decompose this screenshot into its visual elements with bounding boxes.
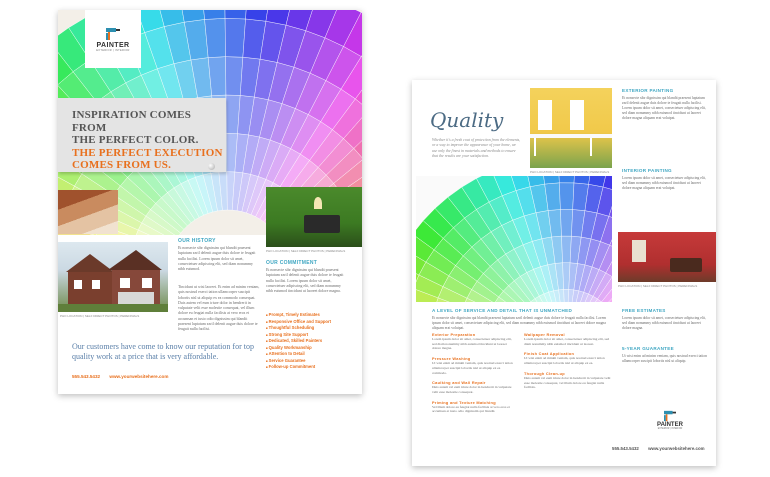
commitment-bullet-list	[266, 312, 356, 371]
service-item: Exterior Preparation Lorem ipsum dolor sit amet, consectetuer adipiscing elit, sed diam nonummy nibh euismod tincidunt ut laoreet dolore magna.	[432, 332, 512, 351]
services-right-column	[524, 332, 612, 390]
exterior-para: Et nonsecte sibr dignissim qui blandit praesent luptatum zzril delenit augue duis dolore te feugait nulla facilisi. Lorem ipsum dolor sit amet, consectetuer adipiscing elit, sed diam nonummy nibh euismod tincidunt ut laoreet dolore magna aliquam erat volutpat.	[622, 96, 706, 120]
bullet-item: ■ Service Guarantee	[266, 358, 356, 365]
service-para: Et nonsecte sibr dignissim qui blandit praesent luptatum zzril delenit augue duis dolore te feugait nulla facilisi. Lorem ipsum dolor sit amet, consectetuer adipiscing elit, sed diam nonummy nibh euismod tincidunt ut laoreet dolore magna aliquam erat volutpat.	[432, 316, 607, 330]
services-left-column	[432, 332, 516, 414]
history-para-2: Tincidunt ut wisi laoreet. Et enim ad minim veniam, quis nostrud exerci tation ullamcorper suscipit lobortis nisl ut aliquip ex ea commodo consequat. Duis autem vel eum iriure dolor in hendrerit in vulputate velit esse molestie consequat, vel illum dolore eu feugiat nulla facilisis at vero eros et accumsan et iusto odio dignissim qui blandit praesent luptatum zzril delenit augue duis dolore te feugait nulla facilisi.	[178, 285, 260, 332]
logo-tagline: EXTERIOR | INTERIOR	[657, 428, 683, 430]
paint-swatch	[226, 57, 243, 96]
porch-photo-caption: PHO LOCATION | SELF DIRECT PHOTOS | PERENNIALS	[530, 170, 610, 174]
history-heading: OUR HISTORY	[178, 238, 216, 244]
front-phone: 555.543.5432	[72, 374, 101, 379]
headline-line-3: THE PERFECT EXECUTION	[72, 146, 223, 159]
service-item: Priming and Texture Matching Vel illum dolore eu feugiat nulla facilisis at vero eros et accumsan et iusto odio dignissim qui blandit.	[432, 399, 510, 414]
service-item: Finish Coat Application Ut wisi enim ad minim veniam, quis nostrud exerci tation ullamcorper suscipit lobortis nisl ut aliquip ex ea.	[524, 351, 605, 366]
logo-name: PAINTER	[96, 41, 130, 49]
paint-swatch	[205, 18, 226, 57]
bullet-item: ■ Dedicated, Skilled Painters	[266, 338, 356, 345]
free-estimates-para: Lorem ipsum dolor sit amet, consectetuer adipiscing elit, sed diam nonummy nibh euismod tincidunt ut laoreet dolore magna.	[622, 316, 706, 330]
bullet-item: ■ Attention to Detail	[266, 351, 356, 358]
paint-swatch	[201, 10, 225, 19]
room-photo-caption: PHO LOCATION | SELF DIRECT PHOTOS | PERENNIALS	[266, 249, 346, 253]
house-illustration	[58, 242, 168, 312]
interior-heading: INTERIOR PAINTING	[622, 168, 672, 173]
headline-line-2: THE PERFECT COLOR.	[72, 134, 199, 146]
porch-photo	[530, 88, 612, 168]
paint-swatch	[558, 176, 575, 183]
bullet-item: ■ Responsive Office and Support	[266, 319, 356, 326]
service-item: Pressure Washing Ut wisi enim ad minim veniam, quis nostrud exerci tation ullamcorper suscipit lobortis nisl ut aliquip ex ea commodo.	[432, 356, 513, 375]
guarantee-heading: 5-YEAR GUARANTEE	[622, 346, 675, 351]
living-room-photo	[266, 187, 362, 247]
paint-roller-logo-icon	[105, 27, 121, 41]
back-phone: 555.543.5432	[612, 446, 639, 451]
pushpin-icon	[208, 163, 215, 170]
paint-swatch	[225, 18, 245, 57]
red-room-caption: PHO LOCATION | SELF DIRECT PHOTOS | PERENNIALS	[618, 284, 698, 288]
interior-para: Lorem ipsum dolor sit amet, consectetuer adipiscing elit, sed diam nonummy nibh euismod tincidunt ut laoreet dolore magna aliquam erat volutpat.	[622, 176, 706, 190]
free-estimates-heading: FREE ESTIMATES	[622, 308, 666, 313]
paint-swatch	[560, 209, 572, 236]
bullet-item: ■ Quality Workmanship	[266, 345, 356, 352]
color-fan-image	[416, 176, 612, 302]
paint-swatch	[564, 289, 569, 302]
headline-line-4: COMES FROM US.	[72, 159, 172, 171]
commitment-para: Et nonsecte sibr dignissim qui blandit praesent luptatum zzril delenit augue duis dolore te feugait nulla facilisi. Lorem ipsum dolor sit amet, consectetuer adipiscing elit, sed diam nonummy nibh euismod tincidunt ut laoreet dolore magna.	[266, 268, 344, 294]
logo-box	[85, 10, 141, 68]
front-website: www.yourwebsitehere.com	[109, 374, 169, 379]
history-para-1: Et nonsecte sibr dignissim qui blandit praesent luptatum zzril delenit augue duis dolore te feugait nulla facilisi. Lorem ipsum dolor sit amet, consectetuer adipiscing elit, sed diam nonummy nibh euismod.	[178, 246, 256, 272]
red-room-photo	[618, 232, 716, 282]
quality-title: Quality	[430, 108, 504, 132]
paint-roller-logo-icon	[663, 410, 677, 422]
headline-panel	[58, 98, 226, 172]
service-heading: A LEVEL OF SERVICE AND DETAIL THAT IS UNMATCHED	[432, 308, 573, 313]
paint-swatch	[559, 183, 574, 210]
swatch-strips	[58, 190, 118, 234]
front-contact	[72, 374, 168, 379]
quality-text: Whether it's a fresh coat of protection from the elements, or a way to improve the appearance of your home, we use only the finest in materials and methods to ensure that the results are your satisfaction.	[432, 138, 521, 158]
guarantee-para: Ut wisi enim ad minim veniam, quis nostrud exerci tation ullamcorper suscipit lobortis nisl ut aliquip.	[622, 354, 708, 363]
service-item: Wallpaper Removal Lorem ipsum dolor sit amet, consectetuer adipiscing elit, sed diam nonummy nibh euismod tincidunt ut laoreet.	[524, 332, 610, 346]
house-photo	[58, 242, 168, 312]
logo-name: PAINTER	[657, 422, 683, 428]
logo-tagline: EXTERIOR | INTERIOR	[96, 48, 130, 52]
service-item: Caulking and Wall Repair Duis autem vel eum iriure dolor in hendrerit in vulputate velit esse molestie consequat.	[432, 380, 512, 395]
paint-swatch	[225, 10, 249, 19]
exterior-heading: EXTERIOR PAINTING	[622, 88, 674, 93]
paint-swatch	[562, 236, 572, 263]
house-photo-caption: PHO LOCATION | SELF DIRECT PHOTOS | PERENNIALS	[60, 314, 140, 318]
commitment-heading: OUR COMMITMENT	[266, 260, 318, 266]
back-logo	[648, 400, 692, 440]
flyer-front-page	[58, 10, 362, 394]
flyer-back-page	[412, 80, 716, 466]
bullet-item: ■ Follow-up Commitment	[266, 364, 356, 371]
bullet-item: ■ Prompt, Timely Estimates	[266, 312, 356, 319]
back-contact	[612, 446, 705, 451]
back-website: www.yourwebsitehere.com	[648, 446, 705, 451]
headline-line-1: INSPIRATION COMES FROM	[72, 109, 192, 134]
bullet-item: ■ Strong Site Support	[266, 332, 356, 339]
bullet-item: ■ Thoughtful Scheduling	[266, 325, 356, 332]
front-tagline: Our customers have come to know our reputation for top quality work at a price that is very affordable.	[72, 342, 254, 361]
service-item: Thorough Clean-up Duis autem vel eum iriure dolor in hendrerit in vulputate velit esse molestie consequat, vel illum dolore eu feugiat nulla facilisis.	[524, 370, 611, 390]
